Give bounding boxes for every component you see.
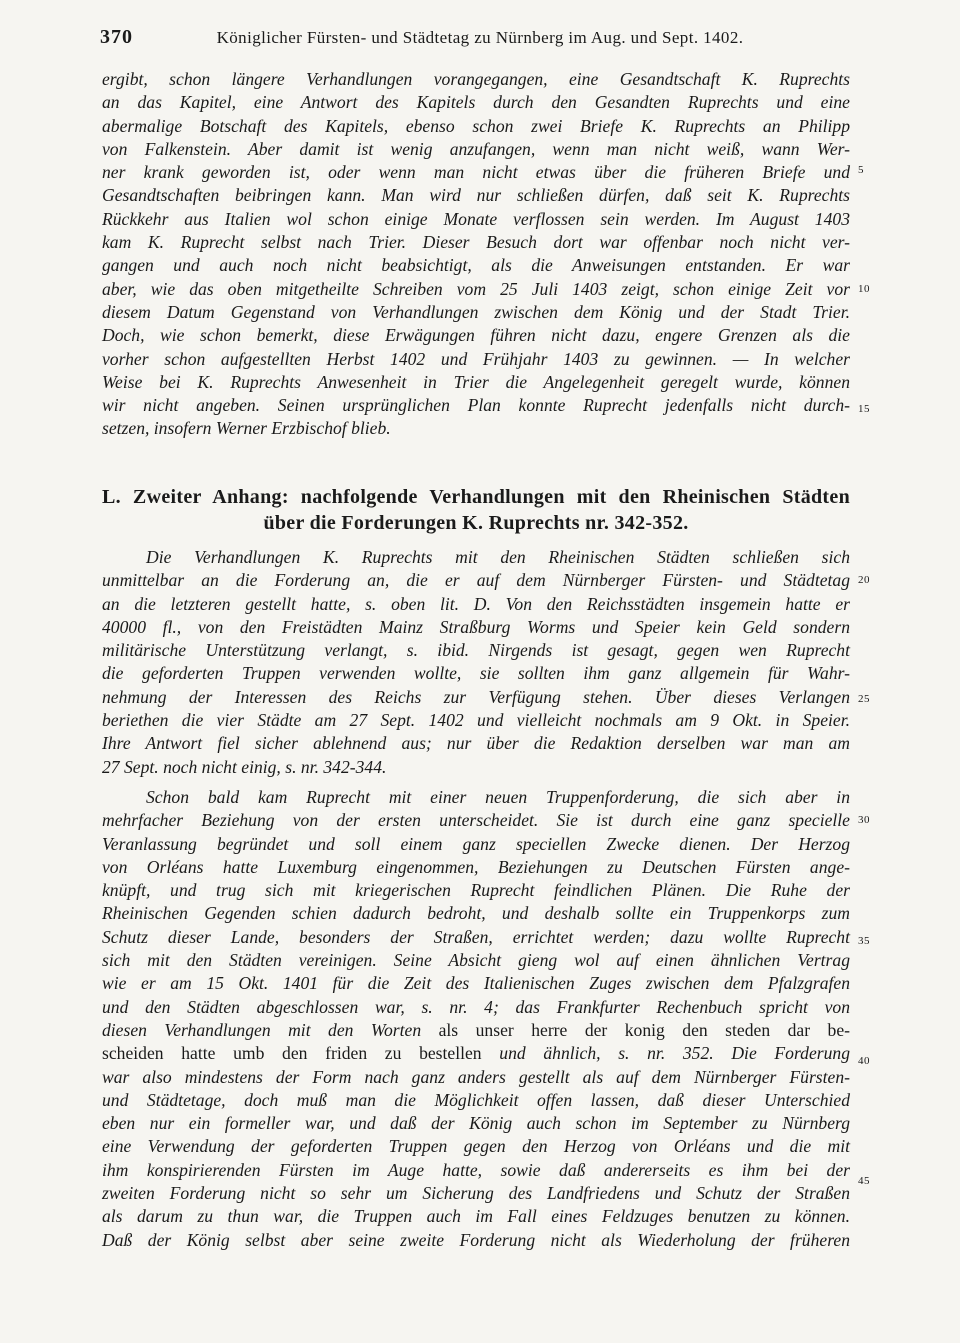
text-line: unmittelbar an die Forderung an, die er auf dem Nürnberger Fürsten- und Städtetag: [102, 570, 850, 591]
margin-line-number: 20: [858, 574, 870, 586]
text-line: an die letzteren gestellt hatte, s. oben lit. D. Von den Reichsstädten insgemein hatte er: [102, 593, 850, 614]
text-line: setzen, insofern Werner Erzbischof blieb.: [102, 418, 391, 439]
text-line: mehrfacher Beziehung von der ersten unterscheidet. Sie ist durch eine ganz specielle: [102, 810, 850, 831]
text-line: Weise bei K. Ruprechts Anwesenheit in Trier die Angelegenheit geregelt wurde, können: [102, 371, 850, 392]
section-heading-line: über die Forderungen K. Ruprechts nr. 342-352.: [263, 512, 689, 534]
quoted-source-text: als unser herre der konig den steden dar be-: [438, 1019, 851, 1040]
text-line: gangen und auch noch nicht beabsichtigt, als die Anweisungen entstanden. Er war: [102, 255, 850, 276]
text-line: abermalige Botschaft des Kapitels, ebenso schon zwei Briefe K. Ruprechts an Philipp: [102, 115, 850, 136]
text-line: Ihre Antwort fiel sicher ablehnend aus; nur über die Redaktion derselben war man am: [102, 733, 850, 754]
paragraph: [102, 546, 850, 779]
text-line: Rheinischen Gegenden schien dadurch bedroht, und deshalb sollte ein Truppenkorps zum: [102, 903, 850, 924]
text-span: und ähnlich, s. nr. 352. Die Forderung: [499, 1043, 851, 1064]
text-line: beriethen die vier Städte am 27 Sept. 1402 und vielleicht nochmals am 9 Okt. in Speier.: [102, 710, 850, 731]
margin-line-number: 45: [858, 1175, 870, 1187]
margin-line-number: 40: [858, 1055, 870, 1067]
text-line: [102, 1042, 850, 1065]
text-line: ergibt, schon längere Verhandlungen vorangegangen, eine Gesandtschaft K. Ruprechts: [102, 69, 850, 89]
text-line: eine Verwendung der geforderten Truppen gegen den Herzog von Orléans und die mit: [102, 1136, 850, 1157]
text-line: von Orléans hatte Luxemburg eingenommen, Beziehungen zu Deutschen Fürsten ange-: [102, 856, 850, 877]
text-line: Gesandtschaften beibringen kann. Man wird nur schließen dürfen, daß seit K. Ruprechts: [102, 185, 850, 206]
text-line: knüpft, und trug sich mit kriegerischen Ruprecht feindlichen Plänen. Die Ruhe der: [102, 880, 850, 901]
quoted-source-text: scheiden hatte umb den friden zu bestellen: [102, 1043, 482, 1064]
text-line: sich mit den Städten vereinigen. Seine Absicht gieng wol auf einen ähnlichen Vertrag: [102, 950, 850, 971]
text-line: 27 Sept. noch nicht einig, s. nr. 342-344.: [102, 756, 387, 777]
text-line: diesem Datum Gegenstand von Verhandlungen zwischen dem König und der Stadt Trier.: [102, 301, 850, 322]
text-line: als darum zu thun war, die Truppen auch im Fall eines Feldzuges benutzen zu können.: [102, 1206, 850, 1227]
margin-line-number: 30: [858, 814, 870, 826]
text-line: ihm konspirierenden Fürsten im Auge hatte, sowie daß andererseits es ihm bei der: [102, 1159, 850, 1180]
paragraph: [102, 786, 850, 1252]
margin-line-number: 10: [858, 283, 870, 295]
margin-line-number: 35: [858, 935, 870, 947]
text-line: an das Kapitel, eine Antwort des Kapitels durch den Gesandten Ruprechts und eine: [102, 92, 850, 113]
text-line: die geforderten Truppen verwenden wollte, sie sollten ihm ganz allgemein für Wahr-: [102, 663, 850, 684]
page-number: 370: [100, 26, 133, 48]
text-line: Rückkehr aus Italien wol schon einige Monate verflossen sein werden. Im August 1403: [102, 208, 850, 229]
text-line: [102, 1019, 850, 1042]
running-title: Königlicher Fürsten- und Städtetag zu Nürnberg im Aug. und Sept. 1402.: [216, 28, 744, 47]
text-line: Veranlassung begründet und soll einem ganz speciellen Zwecke dienen. Der Herzog: [102, 833, 850, 854]
intro-paragraph: [102, 68, 850, 441]
text-line: Schutz dieser Lande, besonders der Straßen, errichtet werden; dazu wollte Ruprecht: [102, 926, 850, 947]
text-line: wir nicht angeben. Seinen ursprünglichen Plan konnte Ruprecht jedenfalls nicht durch-: [102, 395, 850, 416]
section-heading: [102, 484, 850, 536]
text-span: diesen Verhandlungen mit den Worten: [102, 1019, 422, 1040]
text-line: und Städtetage, doch muß man die Möglichkeit offen lassen, daß dieser Unterschied: [102, 1089, 850, 1110]
text-line: Doch, wie schon bemerkt, diese Erwägungen führen nicht dazu, engere Grenzen als die: [102, 325, 850, 346]
text-line: und den Städten abgeschlossen war, s. nr. 4; das Frankfurter Rechenbuch spricht von: [102, 996, 850, 1017]
text-line: Daß der König selbst aber seine zweite Forderung nicht als Wiederholung der früheren: [102, 1229, 850, 1250]
text-line: kam K. Ruprecht selbst nach Trier. Dieser Besuch dort war offenbar noch nicht ver-: [102, 232, 850, 253]
margin-line-number: 15: [858, 403, 870, 415]
text-line: aber, wie das oben mitgetheilte Schreiben vom 25 Juli 1403 zeigt, schon einige Zeit vor: [102, 278, 850, 299]
text-line: Schon bald kam Ruprecht mit einer neuen Truppenforderung, die sich aber in: [146, 787, 850, 807]
text-line: zweiten Forderung nicht so sehr um Sicherung des Landfriedens und Schutz der Straßen: [102, 1183, 850, 1204]
text-line: Die Verhandlungen K. Ruprechts mit den Rheinischen Städten schließen sich: [146, 547, 850, 567]
text-line: militärische Unterstützung verlangt, s. ibid. Nirgends ist gesagt, gegen wen Ruprecht: [102, 640, 850, 661]
text-line: wie er am 15 Okt. 1401 für die Zeit des Italienischen Zuges zwischen dem Pfalzgrafen: [102, 973, 850, 994]
margin-line-number: 5: [858, 164, 864, 176]
text-line: nehmung der Interessen des Reichs zur Verfügung stehen. Über dieses Verlangen: [102, 686, 850, 707]
text-line: ner krank geworden ist, oder wenn man nicht etwas über die früheren Briefe und: [102, 162, 850, 183]
text-line: war also mindestens der Form nach ganz anders gestellt als auf dem Nürnberger Fürsten-: [102, 1066, 850, 1087]
margin-line-number: 25: [858, 693, 870, 705]
page-header: [100, 26, 860, 54]
text-line: vorher schon aufgestellten Herbst 1402 und Frühjahr 1403 zu gewinnen. — In welcher: [102, 348, 850, 369]
text-line: 40000 fl., von den Freistädten Mainz Straßburg Worms und Speier kein Geld sondern: [102, 616, 850, 637]
text-line: von Falkenstein. Aber damit ist wenig anzufangen, wenn man nicht weiß, wann Wer-: [102, 138, 850, 159]
section-heading-line: L. Zweiter Anhang: nachfolgende Verhandlungen mit den Rheinischen Städten: [102, 486, 850, 508]
text-line: eben nur ein formeller war, und daß der König auch schon im September zu Nürnberg: [102, 1113, 850, 1134]
